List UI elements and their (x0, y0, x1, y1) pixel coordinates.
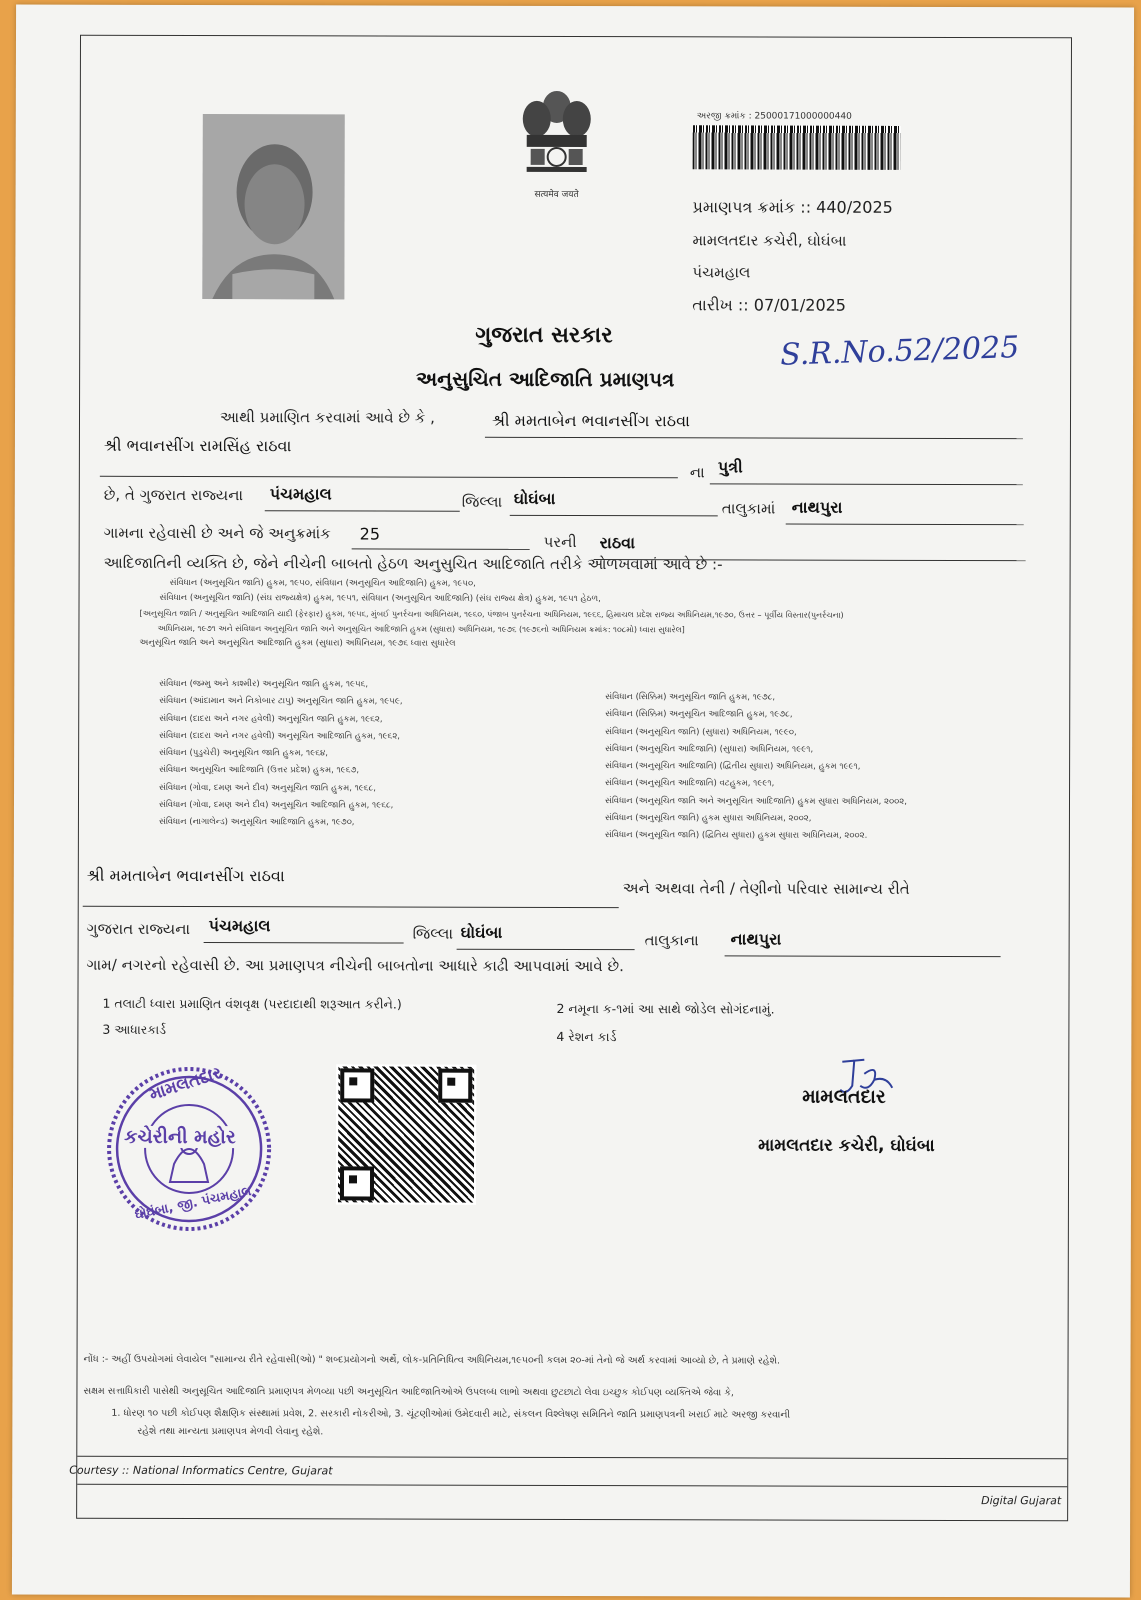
act-item: સંવિધાન (અનુસૂચિત આદિજાતિ) વટહુકમ, ૧૯૯૧, (605, 778, 775, 790)
document-item: 1 તલાટી ધ્વારા પ્રમાણિત વંશવૃક્ષ (પરદાદાથી શરૂઆત કરીને.) (102, 995, 402, 1012)
district-name: પંચમહાલ (692, 263, 751, 282)
application-number: અરજી ક્રમાંક : 25000171000000440 (696, 111, 852, 122)
act-item: સંવિધાન (અનુસૂચિત આદિજાતિ) (દ્વિતીય સુધારા) અધિનિયમ, હુકમ ૧૯૯૧, (605, 761, 861, 772)
district-value: ઘોઘંબા (513, 488, 556, 508)
notes-item: 1. ધોરણ ૧૦ પછી કોઈપણ શૈક્ષણિક સંસ્થામાં પ્રવેશ, 2. સરકારી નોકરીઓ, 3. ચૂંટણીઓમાં ઉમેદવારી માટે, સંકલન વિશ્લેષણ સમિતિને જાતિ પ્રમાણપત્રની ખરાઈ માટે અરજી કરવાની (111, 1407, 791, 1421)
state-district-line (265, 510, 460, 512)
acts-left-list (159, 676, 403, 832)
person-name-line (485, 437, 1023, 439)
residence-district-label: જિલ્લા (412, 924, 454, 943)
state-label: છે, તે ગુજરાત રાજ્યના (103, 485, 244, 505)
qr-code (336, 1064, 476, 1204)
note-text: નોંધ :- અહીં ઉપયોગમાં લેવાયેલ "સામાન્ય રીતે રહેવાસી(ઓ) " શબ્દપ્રયોગનો અર્થે, લોક-પ્રતિનિધિત્વ અધિનિયમ,૧૯૫૦ની કલમ ૨૦-માં તેનો જે અર્થ કરવામાં આવ્યો છે, તે પ્રમાણે રહેશે. (83, 1353, 781, 1367)
relation-line (710, 483, 1023, 485)
acts-intro-block (139, 576, 843, 653)
act-item: સંવિધાન (દાદરા અને નગર હવેલી) અનુસૂચિત આદિજાતિ હુકમ, ૧૯૬૨, (159, 730, 401, 742)
authority-text: સક્ષમ સત્તાધિકારી પાસેથી અનુસૂચિત આદિજાતિ પ્રમાણપત્ર મેળવ્યા પછી અનુસૂચિત આદિજાતિઓએ ઉપલબ્ધ લાભો અથવા છુટછાટો લેવા ઇચ્છુક કોઈપણ વ્યક્તિએ જેવા કે, (83, 1385, 734, 1399)
emblem-motto: सत्यमेव जयते (534, 189, 579, 201)
act-item: સંવિધાન અનુસૂચિત આદિજાતિ (ઉત્તર પ્રદેશ) હુકમ, ૧૯૬૭, (159, 765, 360, 776)
family-text: અને અથવા તેની / તેણીનો પરિવાર સામાન્ય રીતે (622, 879, 910, 898)
seal-top-text: મામલતદાર (146, 1063, 225, 1105)
document-item: 3 આધારકાર્ડ (102, 1021, 167, 1037)
residence-state-district: પંચમહાલ (208, 916, 271, 936)
relation-value: પુત્રી (717, 457, 743, 477)
serial-number: 25 (359, 524, 381, 544)
footer-separator-2 (77, 1484, 1067, 1488)
document-item: 2 નમૂના ક-૧માં આ સાથે જોડેલ સોગંદનામું. (556, 1000, 775, 1017)
serial-line (352, 548, 530, 549)
certificate-number: પ્રમાણપત્ર ક્રમાંક :: 440/2025 (692, 197, 893, 217)
basis-text: ગામ/ નગરનો રહેવાસી છે. આ પ્રમાણપત્ર નીચેની બાબતોના આધારે કાઢી આપવામાં આવે છે. (86, 955, 624, 976)
office-name: મામલતદાર કચેરી, ઘોઘંબા (692, 231, 847, 250)
person-name: શ્રી મમતાબેન ભવાનસીંગ રાઠવા (491, 410, 691, 431)
brand-text: Digital Gujarat (981, 1494, 1062, 1508)
act-item: સંવિધાન (અનુસૂચિત જાતિ) (સુધારા) અધિનિયમ, ૧૯૯૦, (605, 726, 797, 738)
residence-taluka-label: તાલુકાના (644, 931, 699, 950)
signatory-office: મામલતદાર કચેરી, ઘોઘંબા (758, 1135, 935, 1156)
act-item: સંવિધાન (અનુસૂચિત જાતિ) (દ્વિતિય સુધારા) હુકમ સુધારા અધિનિયમ, ૨૦૦૨. (604, 830, 868, 842)
taluka-line (786, 524, 1024, 526)
acts-intro-line: સંવિધાન (અનુસૂચિત જાતિ) હુકમ, ૧૯૫૦, સંવિધાન (અનુસૂચિત આદિજાતિ) હુકમ, ૧૯૫૦, (169, 577, 476, 589)
seal-bottom-text: ઘોઘંબા, જી. પંચમહાલ (133, 1184, 253, 1224)
acts-intro-line: અધિનિયમ, ૧૯૭૧ અને સંવિધાન અનુસૂચિત જાતિ અને અનુસૂચિત આદિજાતિ હુકમ (સુધારા) અધિનિયમ, ૧૯૭૬ (૧૯૭૬નો અધિનિયમ ક્રમાંક: ૧૦૮મો) ધ્વારા સુધારેલ] (157, 623, 685, 635)
residence-name-line (83, 906, 619, 908)
taluka-label: તાલુકામાં (721, 499, 776, 518)
act-item: સંવિધાન (સિક્કિમ) અનુસૂચિત જાતિ હુકમ, ૧૯૭૮, (605, 692, 776, 703)
parni-label: પરની (543, 532, 577, 552)
courtesy-text: Courtesy :: National Informatics Centre, Gujarat (69, 1463, 333, 1478)
district-label: જિલ્લા (461, 492, 503, 511)
barcode (693, 125, 901, 170)
acts-intro-line: [અનુસૂચિત જાતિ / અનુસૂચિત આદિજાતિ યાદી (ફેરફાર) હુકમ, ૧૯૫૬, મુંબઈ પુનર્રચના અધિનિયમ, ૧૯૬૦, પંજાબ પુનર્રચના અધિનિયમ, ૧૯૬૬, હિમાચલ પ્રદેશ રાજ્ય અધિનિયમ,૧૯૭૦, ઉત્તર – પૂર્વીય વિસ્તાર(પુનર્રચના) (139, 608, 844, 620)
certificate-frame (69, 35, 1072, 1522)
act-item: સંવિધાન (અનુસૂચિત જાતિ અને અનુસૂચિત આદિજાતિ) હુકમ સુધારા અધિનિયમ, ૨૦૦૨, (604, 795, 907, 807)
intro-text: આથી પ્રમાણિત કરવામાં આવે છે કે , (219, 408, 435, 427)
father-name-line (100, 476, 678, 479)
act-item: સંવિધાન (પુડુચેરી) અનુસૂચિત જાતિ હુકમ, ૧૯૬૪, (159, 748, 328, 759)
government-title: ગુજરાત સરકાર (475, 322, 613, 349)
act-item: સંવિધાન (નાગાલેન્ડ) અનુસૂચિત આદિજાતિ હુકમ, ૧૯૭૦, (158, 817, 355, 828)
residence-taluka-line (457, 949, 635, 950)
tribe-value: રાઠવા (599, 533, 636, 553)
seal-middle-text: કચેરીની મહોર (124, 1125, 236, 1149)
taluka-value: નાથપુરા (791, 497, 843, 517)
residence-person-name: શ્રી મમતાબેન ભવાનસીંગ રાઠવા (86, 865, 285, 886)
father-name: શ્રી ભવાનસીંગ રામસિંહ રાઠવા (103, 435, 292, 456)
residence-village-line (725, 955, 1001, 957)
act-item: સંવિધાન (જમ્મુ અને કાશ્મીર) અનુસૂચિત જાતિ હુકમ, ૧૯૫૬, (159, 678, 369, 690)
residence-district-line (204, 942, 404, 944)
residence-taluka-value: નાથપુરા (730, 929, 782, 949)
acts-intro-line: સંવિધાન (અનુસૂચિત જાતિ) (સંઘ રાજ્યક્ષેત્ર) હુકમ, ૧૯૫૧, સંવિધાન (અનુસૂચિત આદિજાતિ) (સંઘ રાજ્ય ક્ષેત્ર) હુકમ, ૧૯૫૧ હેઠળ, (159, 592, 601, 605)
footer-separator (77, 1456, 1067, 1460)
act-item: સંવિધાન (અનુસૂચિત આદિજાતિ) (સુધારા) અધિનિયમ, ૧૯૯૧, (605, 743, 814, 755)
act-item: સંવિધાન (ગોવા, દમણ અને દીવ) અનુસૂચિત આદિજાતિ હુકમ, ૧૯૬૮, (158, 799, 394, 811)
act-item: સંવિધાન (આંદામાન અને નિકોબાર ટાપુ) અનુસૂચિત જાતિ હુકમ, ૧૯૫૯, (159, 696, 403, 707)
office-seal (104, 1064, 274, 1234)
district-line (510, 515, 718, 517)
signatory-title: મામલતદાર (802, 1085, 886, 1108)
ashoka-emblem (513, 85, 601, 201)
applicant-photo (202, 114, 344, 299)
acts-intro-line: અનુસૂચિત જાતિ અને અનુસૂચિત આદિજાતિ હુકમ (સુધારા) અધિનિયમ, ૧૯૭૬ ધ્વારા સુધારેલ (139, 637, 456, 649)
residence-district-value: ઘોઘંબા (460, 922, 503, 942)
act-item: સંવિધાન (અનુસૂચિત જાતિ) હુકમ સુધારા અધિનિયમ, ૨૦૦૨, (604, 813, 812, 824)
act-item: સંવિધાન (સિક્કિમ) અનુસૂચિત આદિજાતિ હુકમ, ૧૯૭૮, (605, 709, 793, 720)
village-label: ગામના રહેવાસી છે અને જે અનુક્રમાંક (103, 523, 331, 543)
issue-date: તારીખ :: 07/01/2025 (692, 295, 847, 315)
residence-state-label: ગુજરાત રાજ્યના (86, 919, 191, 938)
acts-right-list (605, 689, 907, 845)
act-item: સંવિધાન (ગોવા, દમણ અને દીવ) અનુસૂચિત જાતિ હુકમ, ૧૯૬૮, (159, 782, 376, 794)
certificate-title: અનુસુચિત આદિજાતિ પ્રમાણપત્ર (416, 366, 675, 392)
state-district-value: પંચમહાલ (269, 484, 332, 504)
recognition-text: આદિજાતિની વ્યક્તિ છે, જેને નીચેની બાબતો હેઠળ અનુસુચિત આદિજાતિ તરીકે ઓળખવામાં આવે છે :- (103, 553, 723, 574)
na-label: ના (689, 463, 705, 482)
act-item: સંવિધાન (દાદરા અને નગર હવેલી) અનુસૂચિત જાતિ હુકમ, ૧૯૬૨, (159, 713, 383, 725)
handwritten-sr-number: S.R.No.52/2025 (779, 330, 1020, 373)
notes-item-cont: રહેશે તથા માન્યતા પ્રમાણપત્ર મેળવી લેવાનુ રહેશે. (137, 1425, 324, 1438)
document-item: 4 રેશન કાર્ડ (556, 1028, 617, 1045)
certificate-paper (12, 5, 1134, 1598)
